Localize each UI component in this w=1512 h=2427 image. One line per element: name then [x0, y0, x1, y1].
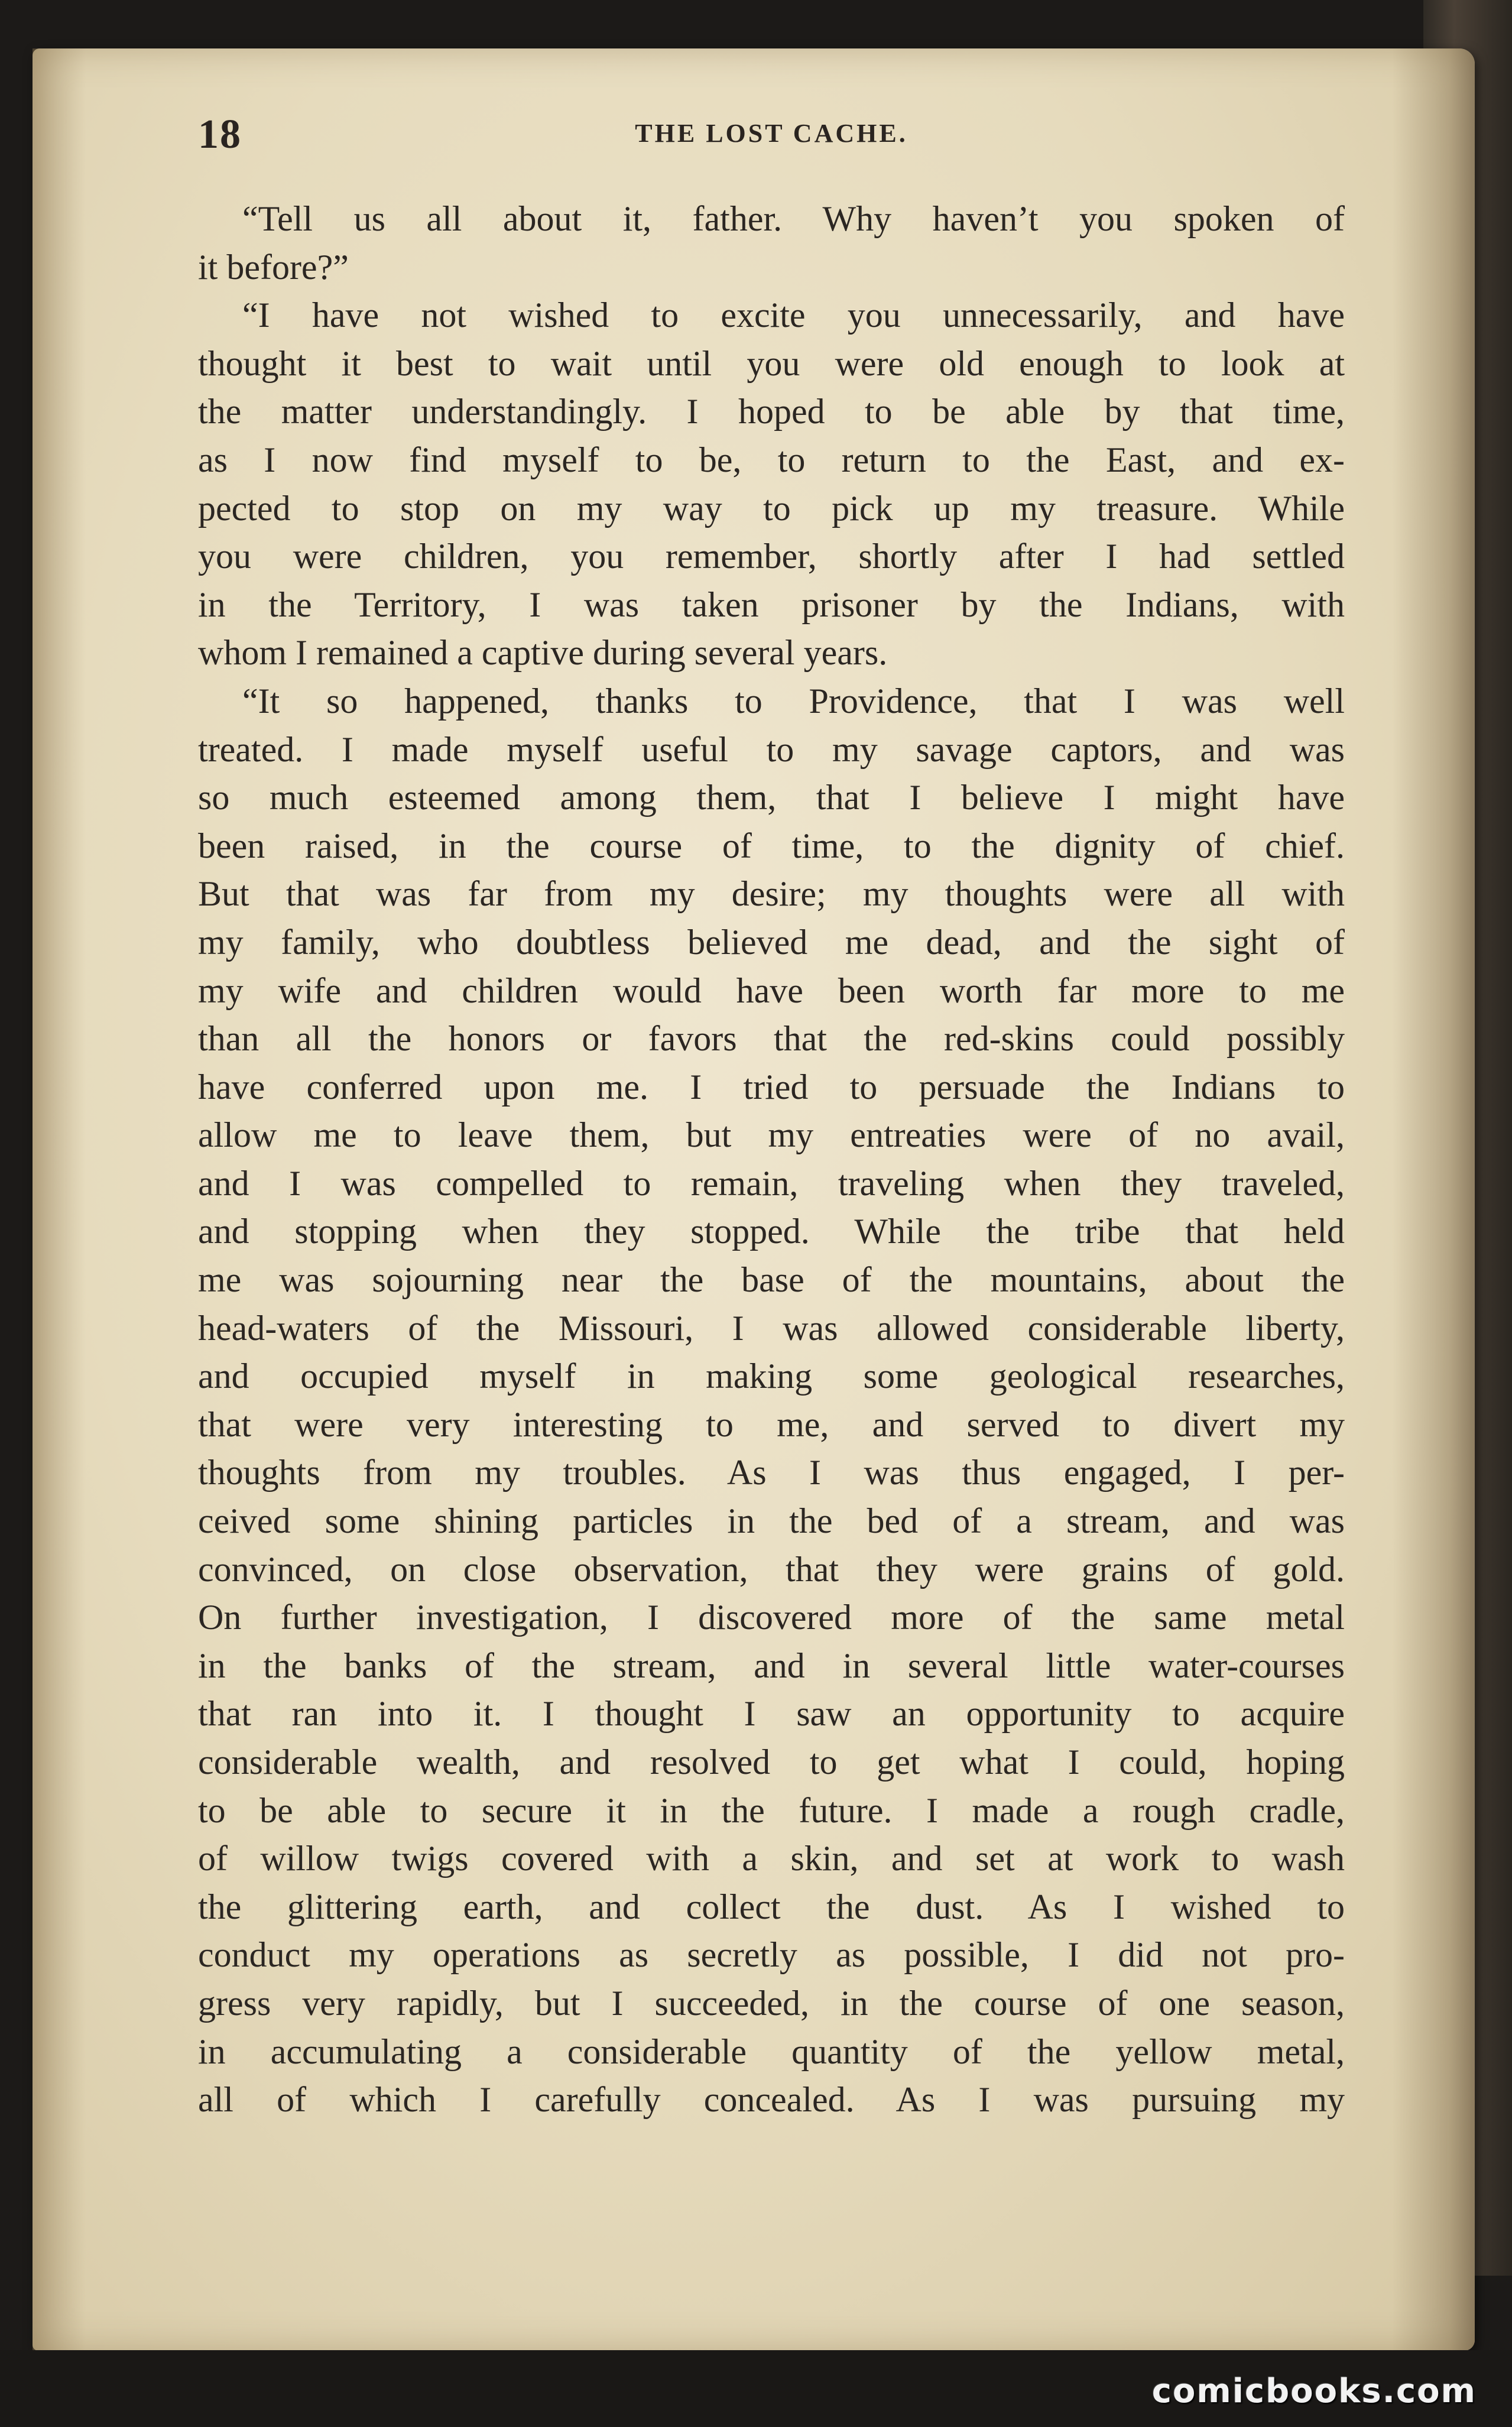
text-line: and I was compelled to remain, traveling when they traveled, [198, 1163, 1345, 1203]
text-line: pected to stop on my way to pick up my treasure. While [198, 488, 1345, 528]
running-title: THE LOST CACHE. [635, 119, 908, 148]
text-line: of willow twigs covered with a skin, and set at work to wash [198, 1839, 1345, 1878]
text-line: have conferred upon me. I tried to persuade the Indians to [198, 1067, 1345, 1107]
page-number: 18 [198, 112, 242, 157]
text-line: considerable wealth, and resolved to get what I could, hoping [198, 1743, 1345, 1782]
text-line: On further investigation, I discovered more of the same metal [198, 1598, 1345, 1637]
text-line: treated. I made myself useful to my savage captors, and was [198, 729, 1345, 769]
text-line: and stopping when they stopped. While the tribe that held [198, 1212, 1345, 1251]
text-line: that were very interesting to me, and served to divert my [198, 1404, 1345, 1444]
text-line: conduct my operations as secretly as possible, I did not pro- [198, 1935, 1345, 1975]
text-line: convinced, on close observation, that they were grains of gold. [198, 1549, 1345, 1589]
text-line: ceived some shining particles in the bed of a stream, and was [198, 1501, 1345, 1541]
text-line: it before?” [198, 247, 349, 287]
text-line: than all the honors or favors that the red-skins could possibly [198, 1019, 1345, 1059]
text-line: “I have not wished to excite you unnecessarily, and have [242, 296, 1345, 335]
text-line: as I now find myself to be, to return to the East, and ex- [198, 440, 1345, 479]
text-line: and occupied myself in making some geological researches, [198, 1357, 1345, 1396]
text-line: thought it best to wait until you were old enough to look at [198, 343, 1345, 383]
gutter-shadow [1392, 48, 1475, 2351]
text-line: my wife and children would have been worth far more to me [198, 971, 1345, 1010]
page-edge-shadow [33, 48, 86, 2351]
text-line: head-waters of the Missouri, I was allowed considerable liberty, [198, 1308, 1345, 1348]
text-line: so much esteemed among them, that I believe I might have [198, 778, 1345, 817]
text-line: in accumulating a considerable quantity of the yellow metal, [198, 2032, 1345, 2071]
text-line: my family, who doubtless believed me dead, and the sight of [198, 922, 1345, 962]
text-line: that ran into it. I thought I saw an opportunity to acquire [198, 1694, 1345, 1734]
text-line: “Tell us all about it, father. Why haven’t you spoken of [242, 199, 1345, 238]
text-line: you were children, you remember, shortly after I had settled [198, 537, 1345, 576]
text-line: the glittering earth, and collect the dust. As I wished to [198, 1887, 1345, 1926]
text-line: in the banks of the stream, and in several little water-courses [198, 1646, 1345, 1685]
text-line: whom I remained a captive during several years. [198, 633, 888, 673]
text-line: thoughts from my troubles. As I was thus engaged, I per- [198, 1453, 1345, 1492]
text-line: been raised, in the course of time, to the dignity of chief. [198, 826, 1345, 865]
running-head [198, 111, 1345, 158]
watermark: comicbooks.com [1151, 2372, 1477, 2410]
text-line: all of which I carefully concealed. As I was pursuing my [198, 2080, 1345, 2120]
text-line: the matter understandingly. I hoped to be able by that time, [198, 392, 1345, 431]
body-text [198, 195, 1345, 2124]
text-line: gress very rapidly, but I succeeded, in the course of one season, [198, 1983, 1345, 2023]
text-line: in the Territory, I was taken prisoner by the Indians, with [198, 585, 1345, 624]
text-line: to be able to secure it in the future. I made a rough cradle, [198, 1790, 1345, 1830]
text-line: me was sojourning near the base of the mountains, about the [198, 1260, 1345, 1300]
text-line: allow me to leave them, but my entreaties were of no avail, [198, 1115, 1345, 1155]
text-line: But that was far from my desire; my thoughts were all with [198, 874, 1345, 914]
text-line: “It so happened, thanks to Providence, that I was well [242, 681, 1345, 721]
